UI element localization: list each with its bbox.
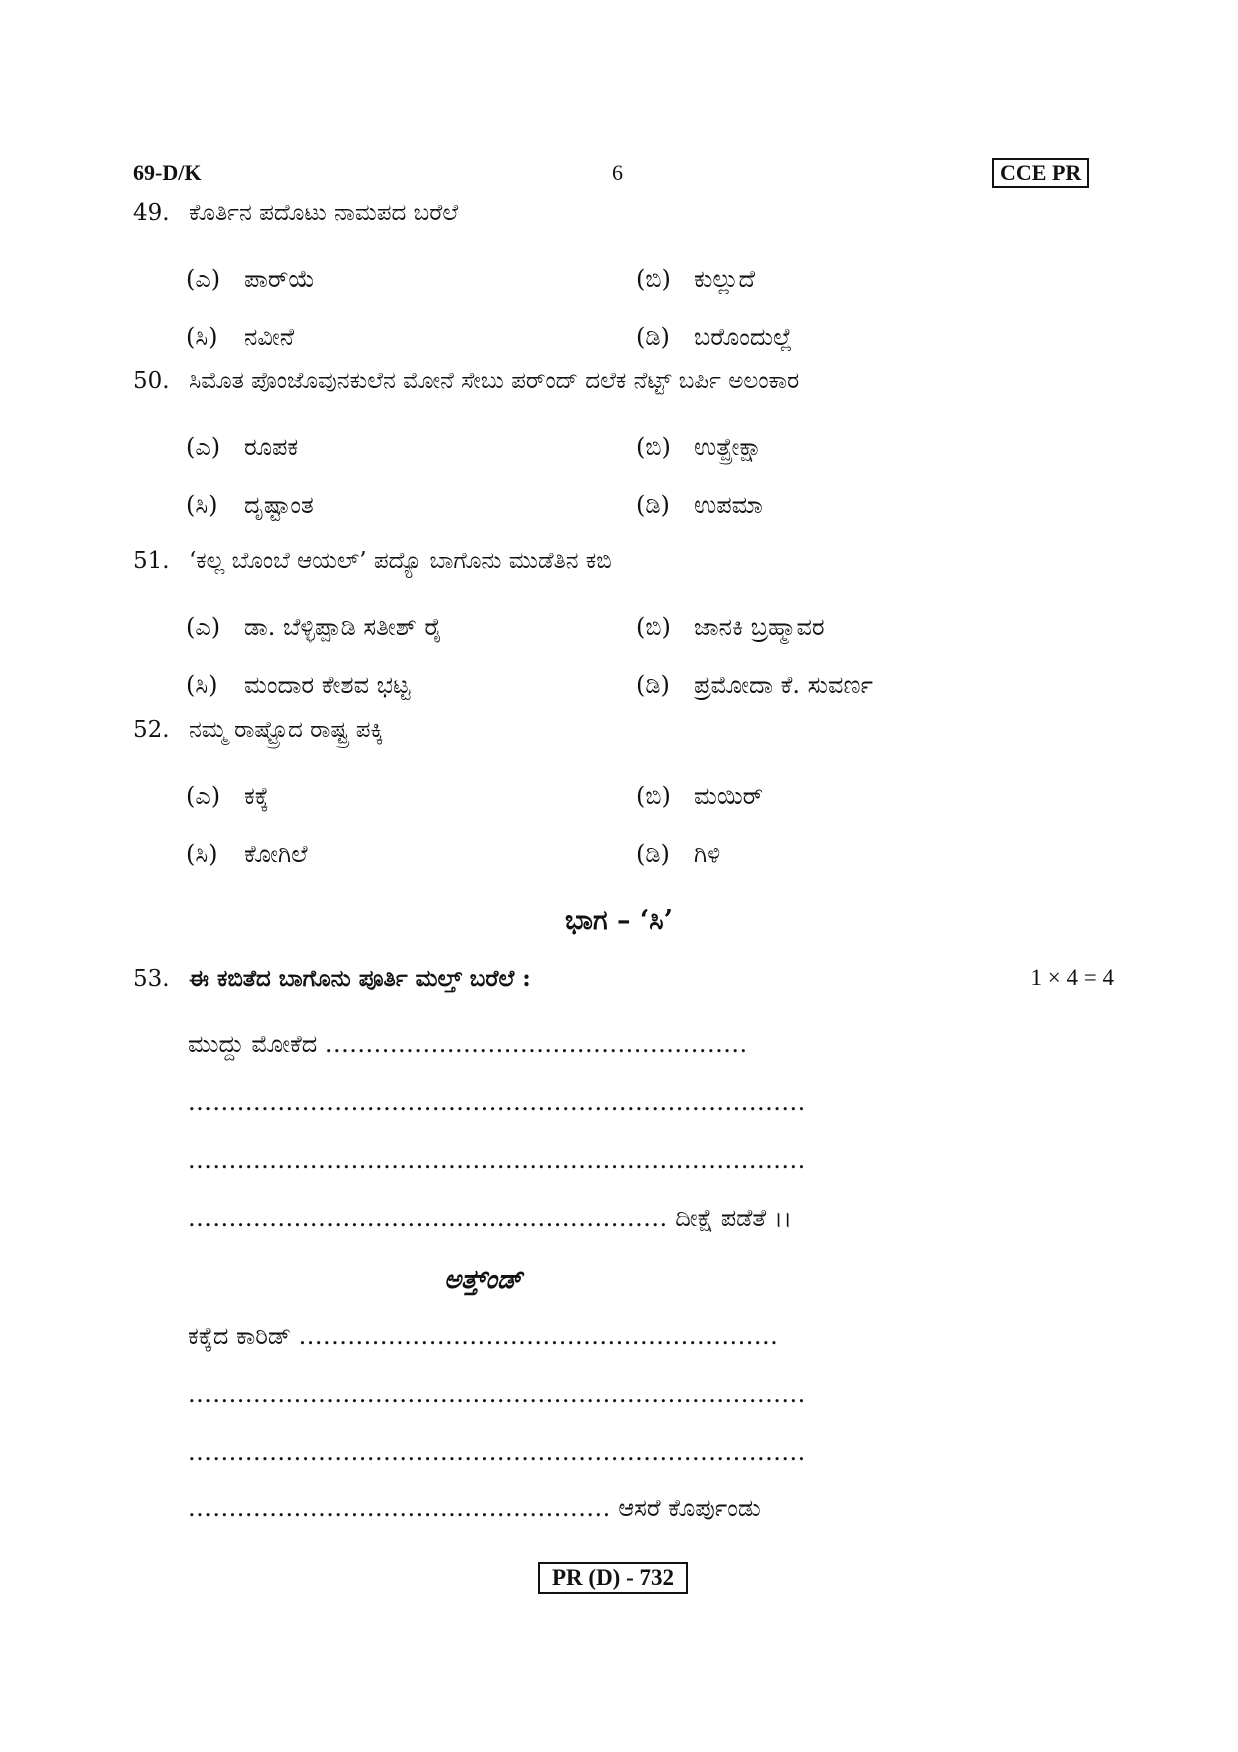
option-text: ರೂಪಕ [244, 433, 299, 461]
option-label: (ಡಿ) [636, 840, 670, 868]
option [186, 671, 410, 699]
question-52 [133, 717, 383, 743]
option-text: ಉಪಮಾ [694, 491, 763, 519]
section-title: ಭಾಗ – ‘ಸಿ’ [564, 905, 673, 936]
poem-line-dots: .................................................... [324, 1030, 748, 1058]
option-label: (ಡಿ) [636, 323, 670, 351]
option-text: ಮಯಿರ್ [694, 782, 764, 810]
option-text: ಉತ್ಪ್ರೇಕ್ಷಾ [694, 433, 763, 461]
poem-line-tail: ಆಸರೆ ಕೊರ್ಪುಂಡು [610, 1494, 761, 1522]
option-label: (ಬಿ) [636, 265, 671, 293]
paper-code: 69-D/K [133, 160, 202, 185]
option-text: ಕಕ್ಕೆ [244, 782, 269, 810]
option-label: (ಎ) [186, 433, 221, 461]
poem-line [188, 1030, 748, 1058]
question-text: ಕೊರ್ತಿನ ಪದೊಟು ನಾಮಪದ ಬರೆಲೆ [189, 200, 459, 226]
question-number: 51. [133, 548, 170, 574]
option [186, 433, 298, 461]
option-text: ಜಾನಕಿ ಬ್ರಹ್ಮಾವರ [694, 613, 825, 641]
option-label: (ಎ) [186, 613, 221, 641]
option [636, 433, 762, 461]
poem-line-dots: ............................................................................ [188, 1146, 806, 1174]
option-label: (ಬಿ) [636, 433, 671, 461]
question-number: 53. [133, 966, 170, 992]
poem-line-dots: ............................................................................ [188, 1380, 806, 1408]
poem-line-dots: ........................................................... [188, 1204, 668, 1232]
option-label: (ಸಿ) [186, 671, 218, 699]
poem-line-dots: ............................................................................ [188, 1088, 806, 1116]
poem-line-dots: .................................................... [188, 1494, 611, 1522]
option-text: ಡಾ. ಬೆಳ್ಳಿಪ್ಪಾಡಿ ಸತೀಶ್ ರೈ [244, 613, 443, 641]
question-49 [133, 200, 458, 226]
option [636, 671, 873, 699]
option-text: ಗಿಳಿ [694, 840, 721, 868]
poem-line-tail: ದೀಕ್ಷೆ ಪಡೆತೆ ।। [667, 1204, 792, 1232]
option [186, 840, 308, 868]
poem-line [188, 1438, 806, 1466]
option [636, 782, 763, 810]
or-label: ಅತ್ತ್‌ಂಡ್ [444, 1265, 523, 1295]
poem-line [188, 1494, 761, 1522]
question-51 [133, 548, 612, 574]
option-text: ಕುಲ್ಲುದೆ [694, 265, 755, 293]
option-text: ಮಂದಾರ ಕೇಶವ ಭಟ್ಟ [244, 671, 411, 699]
option [636, 323, 792, 351]
question-text: ನಮ್ಮ ರಾಷ್ಟ್ರೊದ ರಾಷ್ಟ್ರ ಪಕ್ಕಿ [189, 717, 384, 743]
poem-line [188, 1204, 792, 1232]
option-text: ನವೀನೆ [244, 323, 295, 351]
question-text: ‘ಕಲ್ಲ ಬೊಂಬೆ ಆಯಲ್’ ಪದ್ಯೊ ಬಾಗೊನು ಮುಡೆತಿನ ಕಬಿ [189, 548, 612, 574]
page-number: 6 [612, 160, 623, 185]
option [636, 613, 825, 641]
option-label: (ಸಿ) [186, 491, 218, 519]
question-number: 52. [133, 717, 170, 743]
option-label: (ಸಿ) [186, 840, 218, 868]
question-number: 50. [133, 368, 170, 394]
poem-line [188, 1322, 778, 1350]
option [636, 840, 720, 868]
question-50 [133, 368, 799, 394]
marks-allocation: 1 × 4 = 4 [1030, 965, 1114, 990]
poem-line [188, 1088, 806, 1116]
option [186, 323, 294, 351]
poem-line-lead: ಕಕ್ಕೆದ ಕಾರಿಡ್ [188, 1322, 299, 1350]
option-text: ಬರೊಂದುಲ್ಲೆ [694, 323, 793, 351]
option-label: (ಎ) [186, 265, 221, 293]
question-text: ಸಿಮೊತ ಪೊಂಜೊವುನಕುಲೆನ ಮೋನೆ ಸೇಬು ಪರ್‌ಂದ್ ದಲೆಕ ನೆಟ್ಟ್ ಬರ್ಪಿ ಅಲಂಕಾರ [189, 368, 800, 394]
option-label: (ಬಿ) [636, 782, 671, 810]
poem-line-dots: ............................................................................ [188, 1438, 806, 1466]
option-text: ದೃಷ್ಟಾಂತ [244, 491, 314, 519]
footer-code: PR (D) - 732 [538, 1562, 688, 1594]
option-label: (ಬಿ) [636, 613, 671, 641]
option-label: (ಡಿ) [636, 671, 670, 699]
option [636, 491, 763, 519]
poem-line-dots: ........................................................... [298, 1322, 779, 1350]
paper-type-box: CCE PR [992, 158, 1089, 188]
option [186, 782, 269, 810]
poem-line [188, 1380, 806, 1408]
question-53 [133, 965, 531, 992]
option-text: ಕೋಗಿಲೆ [244, 840, 308, 868]
option-label: (ಎ) [186, 782, 221, 810]
option [186, 491, 314, 519]
poem-line-lead: ಮುದ್ದು ಮೋಕೆದ [188, 1030, 325, 1058]
option-label: (ಡಿ) [636, 491, 670, 519]
option-text: ಪ್ರಮೋದಾ ಕೆ. ಸುವರ್ಣ [694, 671, 873, 699]
poem-line [188, 1146, 806, 1174]
option [186, 265, 315, 293]
option-label: (ಸಿ) [186, 323, 218, 351]
option [186, 613, 442, 641]
question-number: 49. [133, 200, 170, 226]
option [636, 265, 755, 293]
option-text: ಪಾರ್‌ಯೆ [244, 265, 315, 293]
question-text: ಈ ಕಬಿತೆದ ಬಾಗೊನು ಪೂರ್ತಿ ಮಲ್ತ್ ಬರೆಲೆ : [189, 965, 531, 992]
